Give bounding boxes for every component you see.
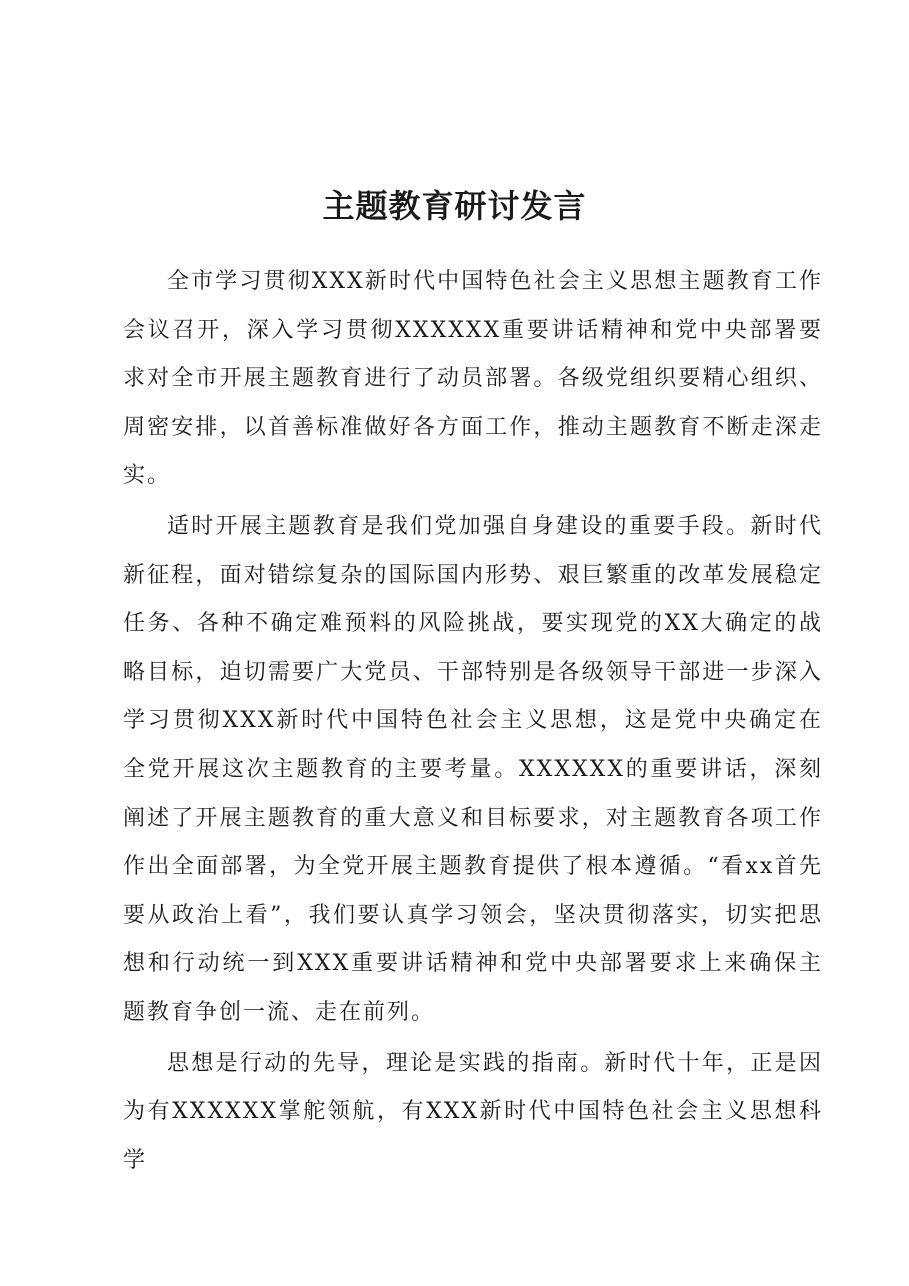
document-body [123,258,823,1187]
document-title: 主题教育研讨发言 [322,187,587,225]
paragraph-3: 思想是行动的先导，理论是实践的指南。新时代十年，正是因为有XXXXXX掌舵领航，有XXX新时代中国特色社会主义思想科学 [123,1050,823,1173]
paragraph-1: 全市学习贯彻XXX新时代中国特色社会主义思想主题教育工作会议召开，深入学习贯彻XXXXXX重要讲话精神和党中央部署要求对全市开展主题教育进行了动员部署。各级党组织要精心组织、周密安排，以首善标准做好各方面工作，推动主题教育不断走深走实。 [123,269,823,489]
paragraph-2: 适时开展主题教育是我们党加强自身建设的重要手段。新时代新征程，面对错综复杂的国际国内形势、艰巨繁重的改革发展稳定任务、各种不确定难预料的风险挑战，要实现党的XX大确定的战略目标，迫切需要广大党员、干部特别是各级领导干部进一步深入学习贯彻XXX新时代中国特色社会主义思想，这是党中央确定在全党开展这次主题教育的主要考量。XXXXXX的重要讲话，深刻阐述了开展主题教育的重大意义和目标要求，对主题教育各项工作作出全面部署，为全党开展主题教育提供了根本遵循。“看xx首先要从政治上看”，我们要认真学习领会，坚决贯彻落实，切实把思想和行动统一到XXX重要讲话精神和党中央部署要求上来确保主题教育争创一流、走在前列。 [123,513,823,1025]
